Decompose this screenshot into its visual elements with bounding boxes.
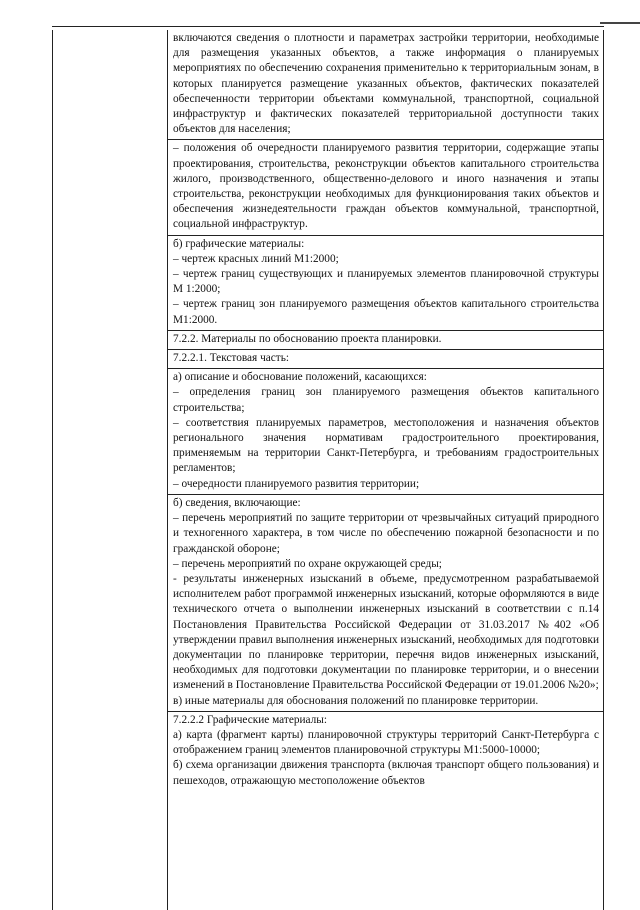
list-item: – очередности планируемого развития территории; bbox=[173, 477, 420, 490]
paragraph: – положения об очередности планируемого развития территории, содержащие этапы проектирования, строительства, реконструкции объектов капитального строительства жилого, производственного, общественно-делового и иного назначения и этапы строительства, реконструкции необходимых для функционирования таких объектов и обеспечения жизнедеятельности граждан объектов коммунальной, транспортной, социальной инфраструктур. bbox=[173, 142, 599, 231]
block-graphic-materials bbox=[168, 236, 603, 331]
block-information bbox=[168, 495, 603, 712]
list-item: – определения границ зон планируемого размещения объектов капитального строительства; bbox=[173, 386, 599, 414]
list-item: – перечень мероприятий по охране окружающей среды; bbox=[173, 557, 442, 570]
block-section-7-2-2-2 bbox=[168, 712, 603, 791]
list-item: в) иные материалы для обоснования положений по планировке территории. bbox=[173, 694, 539, 707]
block-section-7-2-2-1 bbox=[168, 350, 603, 369]
list-item: – чертеж границ зон планируемого размещения объектов капитального строительства М1:2000. bbox=[173, 298, 599, 326]
page-edge-mark bbox=[600, 22, 640, 24]
block-justification bbox=[168, 369, 603, 495]
list-item: б) схема организации движения транспорта (включая транспорт общего пользования) и пешеходов, отражающую местоположение объектов bbox=[173, 759, 599, 787]
table-left-column bbox=[53, 30, 168, 910]
paragraph: включаются сведения о плотности и параметрах застройки территории, необходимые для размещения указанных объектов, а также информация о планируемых мероприятиях по обеспечению сохранения применительно к территориальным зонам, в которых планируется размещение указанных объектов, фактических показателей обеспеченности территории объектами коммунальной, транспортной, социальной инфраструктур и фактических показателей территориальной доступности таких объектов для населения; bbox=[173, 32, 599, 136]
list-item: – перечень мероприятий по защите территории от чрезвычайных ситуаций природного и техногенного характера, в том числе по обеспечению пожарной безопасности и по гражданской обороне; bbox=[173, 512, 599, 555]
list-item: - результаты инженерных изысканий в объеме, предусмотренном разрабатываемой исполнителем работ программой инженерных изысканий, которые оформляются в виде технического отчета о выполнении инженерных изысканий в соответствии с п.14 Постановления Правительства Российской Федерации от 31.03.2017 №402 «Об утверждении правил выполнения инженерных изысканий, необходимых для подготовки документации по планировке территории, перечня видов инженерных изысканий, необходимых для подготовки документации по планировке территории, и о внесении изменений в Постановление Правительства Российской Федерации от 19.01.2006 №20»; bbox=[173, 572, 599, 692]
list-item: – чертеж границ существующих и планируемых элементов планировочной структуры М 1:2000; bbox=[173, 268, 599, 296]
list-item: а) карта (фрагмент карты) планировочной структуры территорий Санкт-Петербурга с отображением границ элементов планировочной структуры М1:5000-10000; bbox=[173, 728, 599, 757]
paragraph: б) сведения, включающие: bbox=[173, 496, 301, 509]
section-heading: 7.2.2.2 Графические материалы: bbox=[173, 713, 328, 726]
block-development-stages bbox=[168, 140, 603, 235]
list-item: – соответствия планируемых параметров, местоположения и назначения объектов регионального значения нормативам градостроительного проектирования, применяемым на территории Санкт-Петербурга, и требованиям градостроительных регламентов; bbox=[173, 416, 599, 475]
document-table bbox=[52, 30, 604, 910]
block-density-info bbox=[168, 30, 603, 140]
paragraph: а) описание и обоснование положений, касающихся: bbox=[173, 371, 427, 384]
table-top-border bbox=[52, 26, 604, 27]
block-section-7-2-2 bbox=[168, 331, 603, 350]
list-item: – чертеж красных линий М1:2000; bbox=[173, 252, 339, 265]
paragraph: б) графические материалы: bbox=[173, 237, 305, 250]
table-right-column bbox=[168, 30, 603, 910]
section-heading: 7.2.2. Материалы по обоснованию проекта планировки. bbox=[173, 332, 442, 345]
section-heading: 7.2.2.1. Текстовая часть: bbox=[173, 352, 290, 365]
